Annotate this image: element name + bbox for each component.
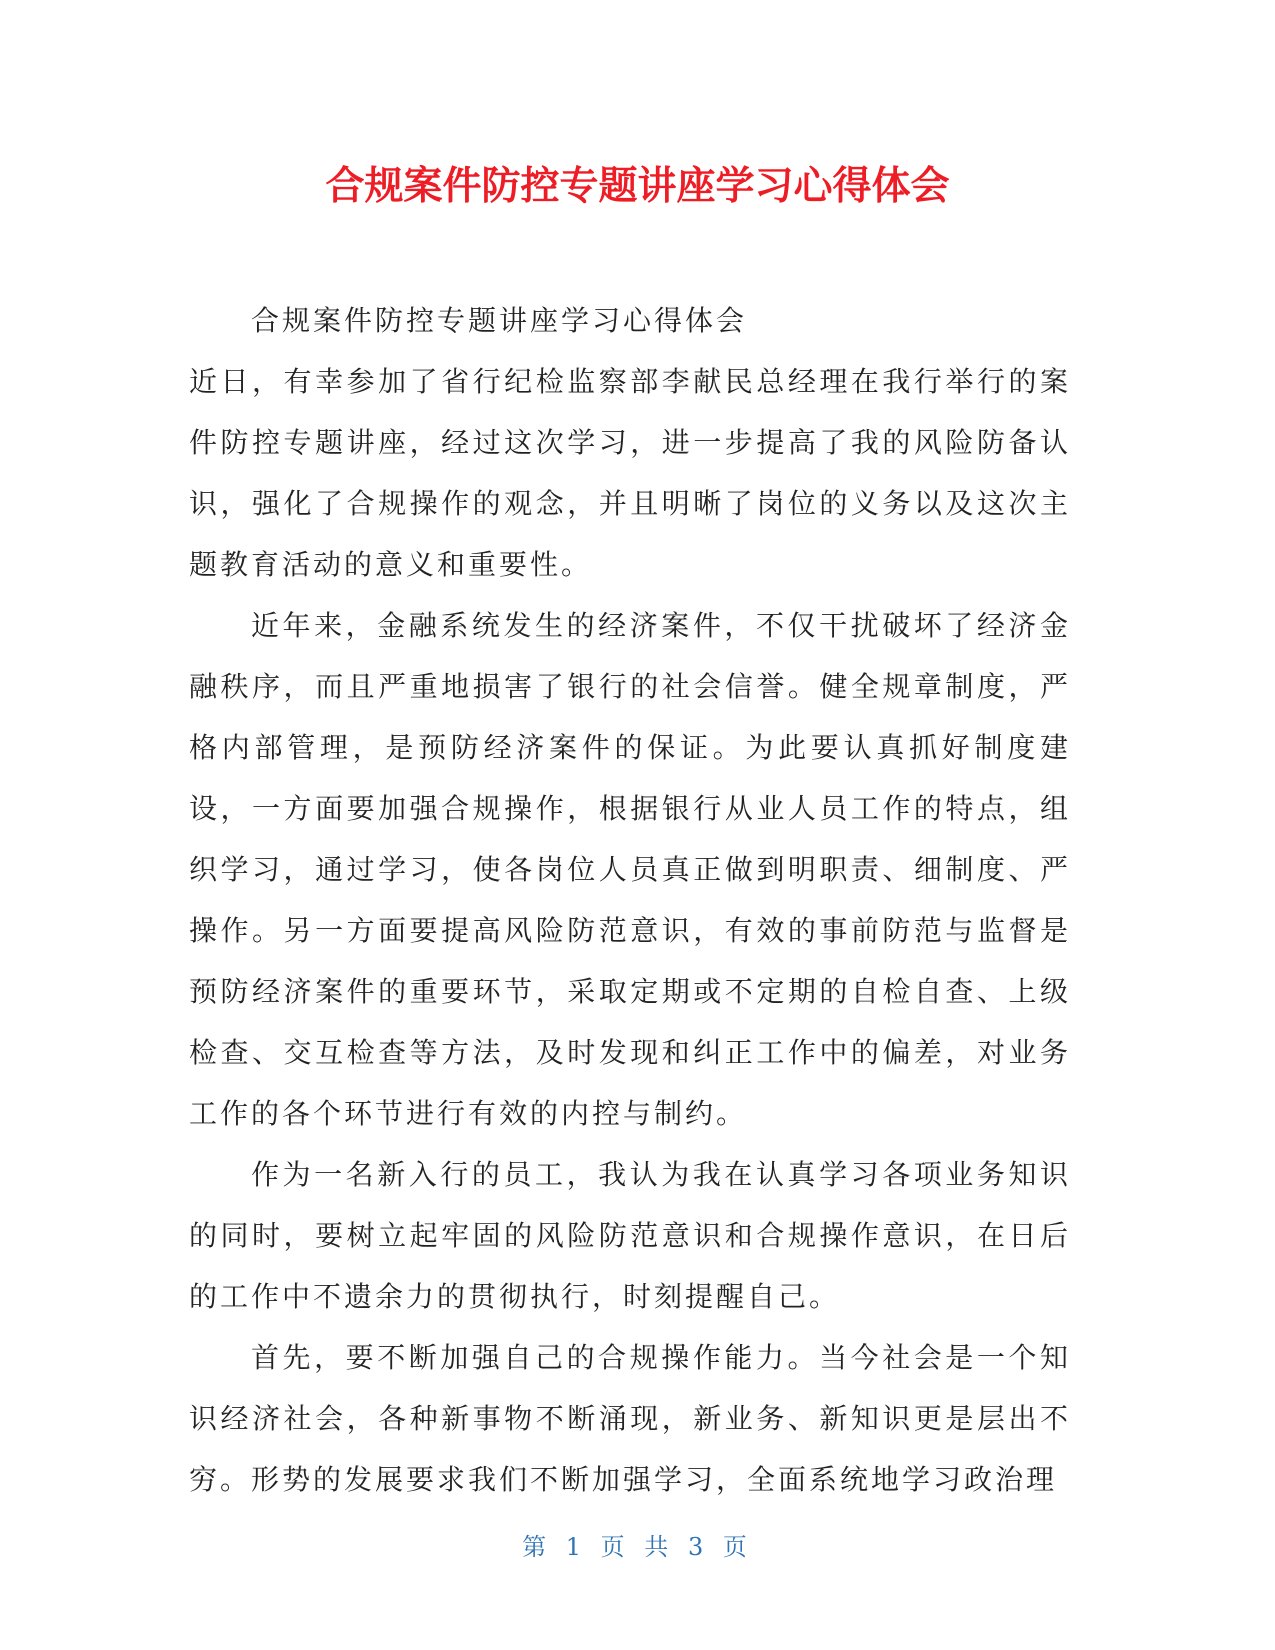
document-body [189, 290, 1071, 1510]
paragraph-1: 近日，有幸参加了省行纪检监察部李献民总经理在我行举行的案件防控专题讲座，经过这次学习，进一步提高了我的风险防备认识，强化了合规操作的观念，并且明晰了岗位的义务以及这次主题教育活动的意义和重要性。 [189, 365, 1071, 581]
document-subtitle: 合规案件防控专题讲座学习心得体会 [251, 304, 748, 337]
document-title: 合规案件防控专题讲座学习心得体会 [325, 164, 950, 209]
paragraph-4: 首先，要不断加强自己的合规操作能力。当今社会是一个知识经济社会，各种新事物不断涌现，新业务、新知识更是层出不穷。形势的发展要求我们不断加强学习，全面系统地学习政治理 [189, 1341, 1071, 1496]
paragraph-3: 作为一名新入行的员工，我认为我在认真学习各项业务知识的同时，要树立起牢固的风险防范意识和合规操作意识，在日后的工作中不遗余力的贯彻执行，时刻提醒自己。 [189, 1158, 1071, 1313]
paragraph-2: 近年来，金融系统发生的经济案件，不仅干扰破坏了经济金融秩序，而且严重地损害了银行的社会信誉。健全规章制度，严格内部管理，是预防经济案件的保证。为此要认真抓好制度建设，一方面要加强合规操作，根据银行从业人员工作的特点，组织学习，通过学习，使各岗位人员真正做到明职责、细制度、严操作。另一方面要提高风险防范意识，有效的事前防范与监督是预防经济案件的重要环节，采取定期或不定期的自检自查、上级检查、交互检查等方法，及时发现和纠正工作中的偏差，对业务工作的各个环节进行有效的内控与制约。 [189, 609, 1071, 1130]
page-number-footer: 第 1 页 共 3 页 [522, 1533, 753, 1561]
